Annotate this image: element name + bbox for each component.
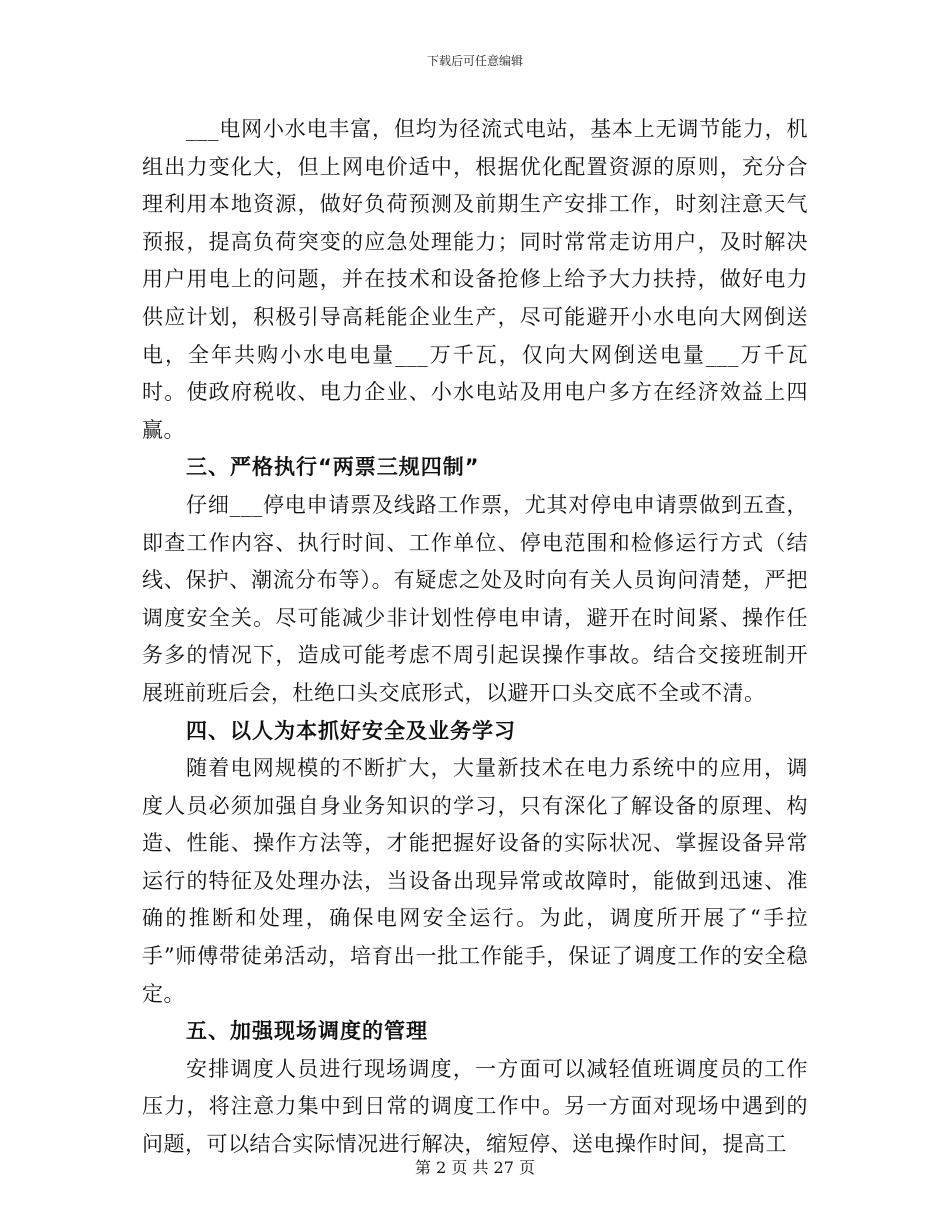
paragraph-small-hydro: ___电网小水电丰富，但均为径流式电站，基本上无调节能力，机组出力变化大，但上网电价适中，根据优化配置资源的原则，充分合理利用本地资源，做好负荷预测及前期生产安排工作，时刻注意天气预报，提高负荷突变的应急处理能力；同时常常走访用户，及时解决用户用电上的问题，并在技术和设备抢修上给予大力扶持，做好电力供应计划，积极引导高耗能企业生产，尽可能避开小水电向大网倒送电，全年共购小水电电量___万千瓦，仅向大网倒送电量___万千瓦时。使政府税收、电力企业、小水电站及用电户多方在经济效益上四赢。 bbox=[142, 117, 808, 442]
paragraph-onsite-dispatch: 安排调度人员进行现场调度，一方面可以减轻值班调度员的工作压力，将注意力集中到日常的调度工作中。另一方面对现场中遇到的问题，可以结合实际情况进行解决，缩短停、送电操作时间，提高工 bbox=[142, 1056, 808, 1157]
paragraph-work-tickets: 仔细___停电申请票及线路工作票，尤其对停电申请票做到五查，即查工作内容、执行时间、工作单位、停电范围和检修运行方式（结线、保护、潮流分布等）。有疑虑之处及时向有关人员询问清楚，严把调度安全关。尽可能减少非计划性停电申请，避开在时间紧、操作任务多的情况下，造成可能考虑不周引起误操作事故。结合交接班制开展班前班后会，杜绝口头交底形式，以避开口头交底不全或不清。 bbox=[142, 492, 808, 705]
page-header-note: 下载后可任意编辑 bbox=[426, 54, 523, 68]
page-number: 第 2 页 共 27 页 bbox=[415, 1158, 535, 1177]
section-heading-four: 四、以人为本抓好安全及业务学习 bbox=[186, 718, 516, 743]
section-heading-five: 五、加强现场调度的管理 bbox=[186, 1019, 428, 1044]
paragraph-training: 随着电网规模的不断扩大，大量新技术在电力系统中的应用，调度人员必须加强自身业务知识的学习，只有深化了解设备的原理、构造、性能、操作方法等，才能把握好设备的实际状况、掌握设备异常运行的特征及处理办法，当设备出现异常或故障时，能做到迅速、准确的推断和处理，确保电网安全运行。为此，调度所开展了“手拉手”师傅带徒弟活动，培育出一批工作能手，保证了调度工作的安全稳定。 bbox=[142, 756, 808, 1006]
document-body bbox=[142, 111, 808, 1164]
section-heading-three: 三、严格执行“两票三规四制” bbox=[186, 455, 480, 480]
